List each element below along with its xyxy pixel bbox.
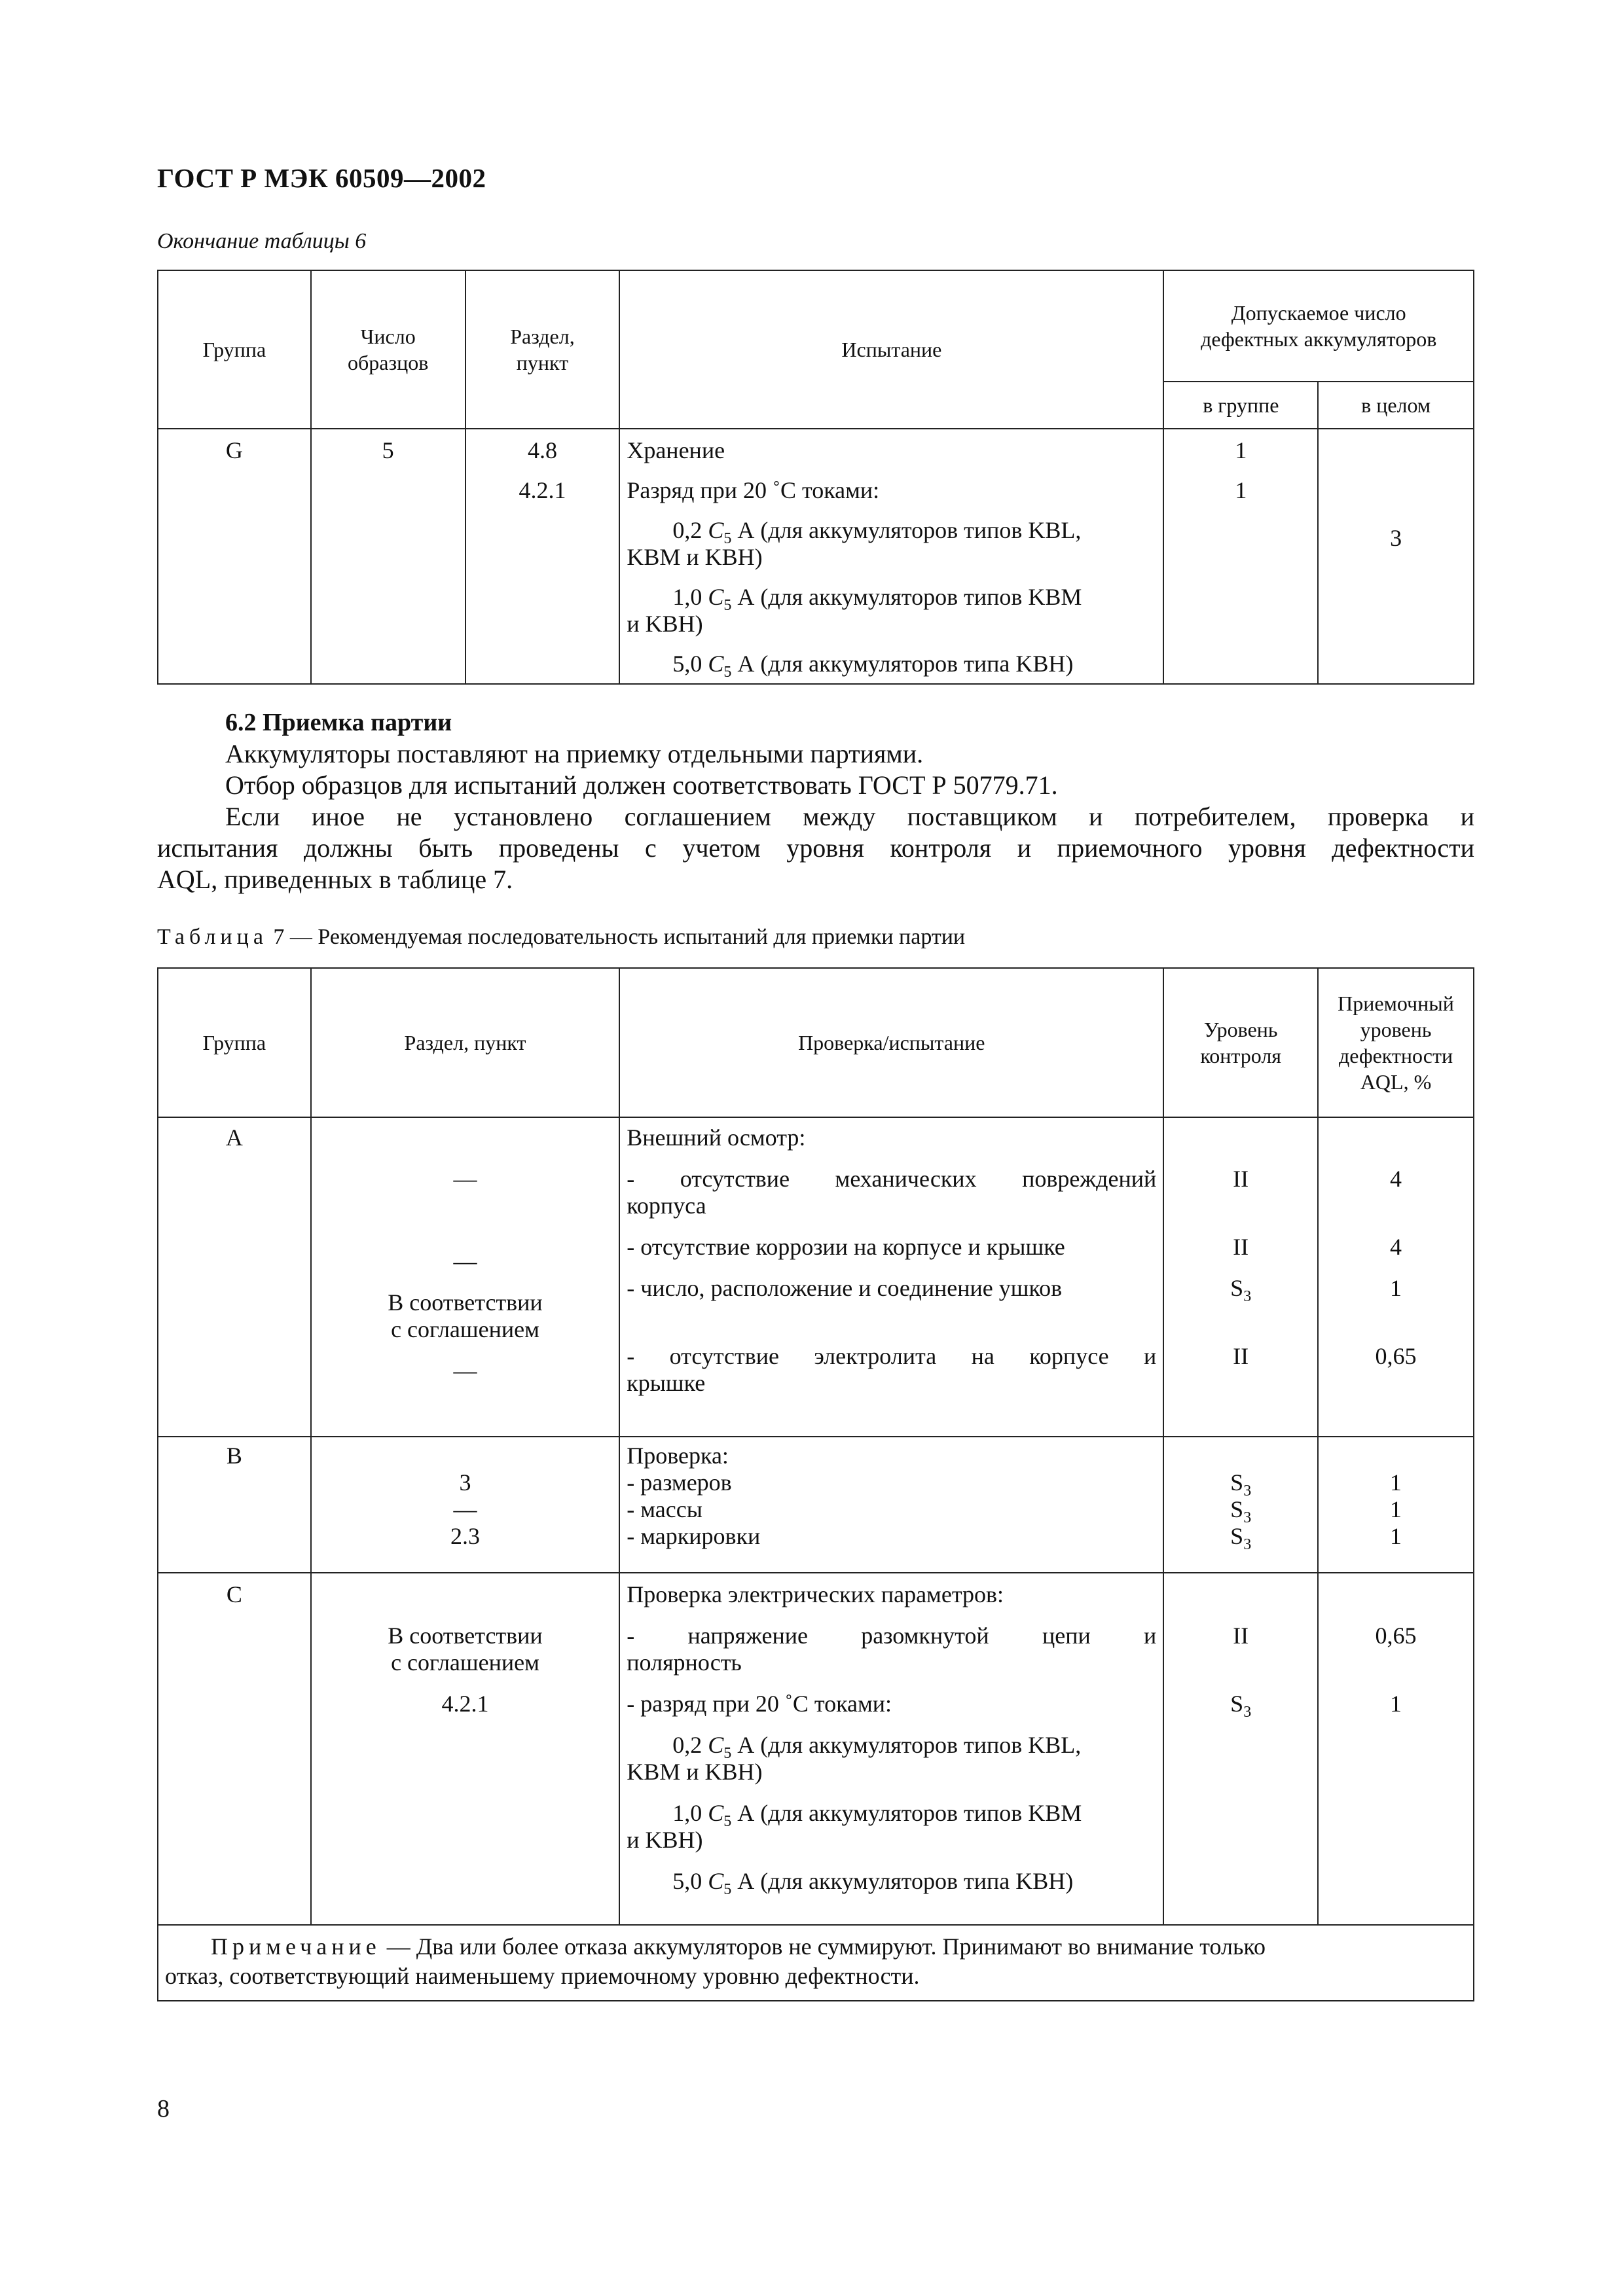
section-paragraph-2: Отбор образцов для испытаний должен соответствовать ГОСТ Р 50779.71. [225,770,1058,800]
t6-header-allowed: Допускаемое число дефектных аккумуляторов [1163,270,1474,382]
t7-b-aql-1: 1 [1390,1469,1402,1496]
t7-a-level-4: II [1233,1343,1249,1369]
t7-b-aql-2: 1 [1390,1496,1402,1522]
section-title: 6.2 Приемка партии [225,709,452,736]
t6-current-2: 1,0 $C_5$ А (для аккумуляторов типов KBM [672,584,1082,614]
t6-samples: 5 [382,437,394,463]
t7-b-check-3: - маркировки [627,1523,761,1549]
t7-header-section: Раздел, пункт [311,968,620,1117]
t7-header-group: Группа [158,968,311,1117]
t6-test-storage: Хранение [627,437,725,463]
t6-header-group: Группа [158,270,311,429]
t7-a-check-2: - отсутствие коррозии на корпусе и крышке [627,1234,1065,1260]
t7-a-aql-1: 4 [1390,1166,1402,1192]
t7-c-section-1: В соответствии с соглашением [388,1623,543,1676]
t7-c-aql-2: 1 [1390,1691,1402,1717]
t7-a-aql-2: 4 [1390,1234,1402,1260]
t6-section-a: 4.8 [527,437,557,463]
document-header: ГОСТ Р МЭК 60509—2002 [157,163,486,193]
t7-a-section-1: — [453,1166,477,1192]
t6-total: 3 [1390,525,1402,551]
t7-c-current-2-cont: и KBH) [627,1827,703,1853]
t6-header-samples: Число образцов [311,270,465,429]
t7-a-check-3: - число, расположение и соединение ушков [627,1275,1063,1301]
t7-a-level-3: $S_3$ [1230,1275,1252,1305]
t6-current-3: 5,0 $C_5$ А (для аккумуляторов типа KBH) [672,651,1074,681]
t6-in-group-b: 1 [1235,477,1247,503]
t7-a-level-1: II [1233,1166,1249,1192]
t6-in-group-a: 1 [1235,437,1247,463]
t7-c-current-2: 1,0 $C_5$ А (для аккумуляторов типов KBM [672,1800,1082,1830]
t7-header-level: Уровень контроля [1163,968,1318,1117]
t7-c-current-1-cont: KBM и KBH) [627,1759,763,1785]
t7-c-check: Проверка электрических параметров: [627,1581,1004,1607]
t7-c-section-2: 4.2.1 [441,1691,489,1717]
t6-header-section: Раздел, пункт [465,270,620,429]
t7-a-check-1: - отсутствие механических повреждений корпуса [627,1166,1157,1219]
table-6 [157,270,1474,685]
t7-a-section-4: — [453,1357,477,1384]
t7-a-visual: Внешний осмотр: [627,1124,806,1151]
t7-a-aql-3: 1 [1390,1275,1402,1301]
t7-c-check-2: - разряд при 20 ˚С токами: [627,1691,892,1717]
t7-a-section-2: — [453,1248,477,1274]
t7-header-aql: Приемочный уровень дефектности AQL, % [1318,968,1474,1117]
section-paragraph-1: Аккумуляторы поставляют на приемку отдельными партиями. [225,739,924,768]
t6-current-1: 0,2 $C_5$ А (для аккумуляторов типов KBL, [672,517,1082,547]
t6-current-2-cont: и KBH) [627,611,703,637]
t6-section-b: 4.2.1 [519,477,566,503]
t7-a-aql-4: 0,65 [1375,1343,1417,1369]
table6-caption: Окончание таблицы 6 [157,229,367,253]
t7-b-section-1: 3 [459,1469,471,1496]
table-row [158,1573,1474,1925]
t7-a-section-3: В соответствии с соглашением [388,1289,543,1342]
t7-b-check-1: - размеров [627,1469,732,1496]
t7-b-level-1: $S_3$ [1230,1469,1252,1499]
t7-group-c: C [226,1581,242,1607]
t7-b-section-2: — [453,1496,477,1522]
t6-header-test: Испытание [619,270,1163,429]
table-row [158,429,1474,684]
t6-group: G [225,437,243,463]
table-row [158,1437,1474,1573]
t7-a-level-2: II [1233,1234,1249,1260]
t6-header-in-group: в группе [1163,382,1318,429]
t7-c-current-3: 5,0 $C_5$ А (для аккумуляторов типа KBH) [672,1868,1074,1898]
section-paragraph-3: Если иное не установлено соглашением между поставщиком и потребителем, проверка и испытания должны быть проведены с учетом уровня контроля и приемочного уровня дефектности AQL, приведенных в таблице 7. [157,802,1474,894]
t7-header-check: Проверка/испытание [619,968,1163,1117]
t7-c-check-1: - напряжение разомкнутой цепи и полярность [627,1623,1157,1676]
t6-header-total: в целом [1318,382,1474,429]
t6-test-discharge: Разряд при 20 ˚С токами: [627,477,880,503]
t7-c-level-1: II [1233,1623,1249,1649]
t7-c-current-1: 0,2 $C_5$ А (для аккумуляторов типов KBL, [672,1732,1082,1762]
t7-c-aql-1: 0,65 [1375,1623,1417,1649]
t7-b-aql-3: 1 [1390,1523,1402,1549]
t7-a-check-4: - отсутствие электролита на корпусе и крышке [627,1343,1157,1396]
t7-note: Примечание — Два или более отказа аккумуляторов не суммируют. Принимают во внимание только отказ, соответствующий наименьшему приемочному уровню дефектности. [158,1925,1474,2001]
t7-b-level-3: $S_3$ [1230,1523,1252,1553]
t7-group-b: B [226,1443,242,1469]
table-7 [157,967,1474,2001]
t7-b-level-2: $S_3$ [1230,1496,1252,1526]
t6-current-1-cont: KBM и KBH) [627,544,763,570]
t7-group-a: A [225,1124,243,1151]
t7-b-check-2: - массы [627,1496,702,1522]
t7-b-check: Проверка: [627,1443,729,1469]
table7-caption: Таблица 7 — Рекомендуемая последовательность испытаний для приемки партии [157,925,966,949]
page-number: 8 [157,2095,170,2123]
t7-c-level-2: $S_3$ [1230,1691,1252,1721]
table-row [158,1117,1474,1437]
t7-b-section-3: 2.3 [450,1523,480,1549]
